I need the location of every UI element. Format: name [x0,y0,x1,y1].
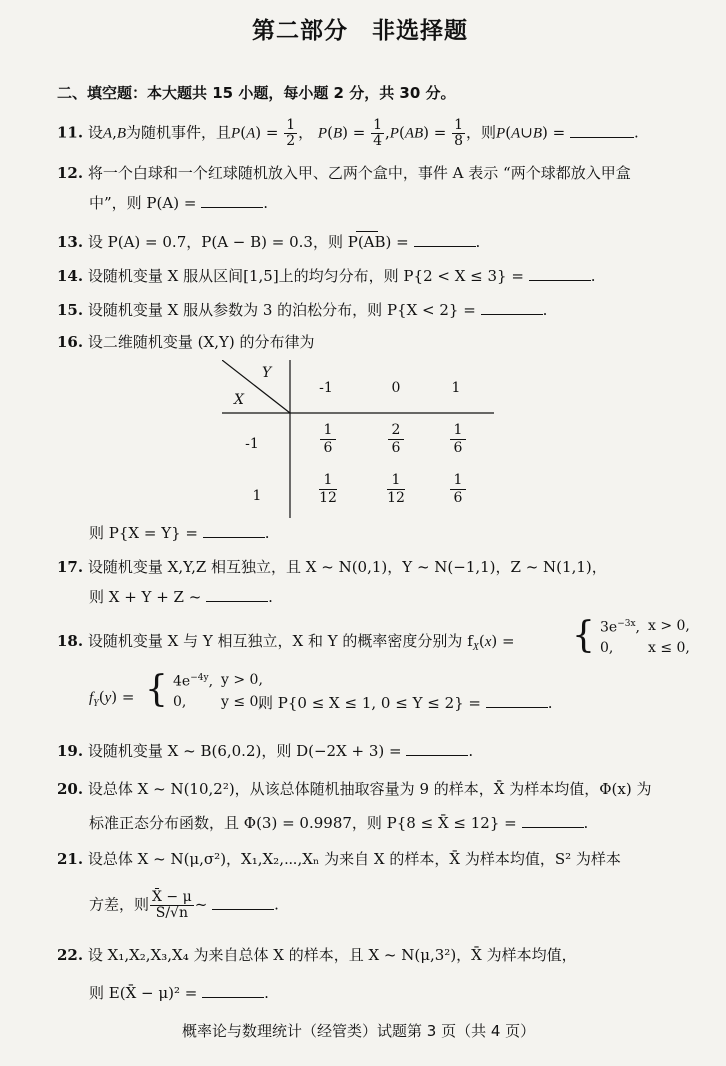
question-text: 设二维随机变量 (X,Y) 的分布律为 [87,333,315,351]
question-text: 设随机变量 X ~ B(6,0.2)，则 D(−2X + 3) = [87,742,402,760]
distribution-table [222,360,494,520]
stat-numerator: X̄ − μ [152,889,192,905]
question-17-line2: 则 X + Y + Z ~ . [89,588,273,606]
question-text: 设随机变量 X 服从参数为 3 的泊松分布，则 P{X < 2} = [87,301,476,319]
question-text-line2: 中”，则 P(A) = [89,194,197,212]
question-18-line2: $f_Y(y)$ = [89,688,135,709]
answer-blank[interactable] [206,587,268,602]
question-14: 14. 设随机变量 X 服从区间[1,5]上的均匀分布，则 P{2 < X ≤ 3} = . [57,267,596,285]
question-number: 17. [57,558,84,576]
question-text-post: ~ [194,895,208,914]
question-number: 11. [57,123,84,142]
fx-cases: { $3e^{-3x}$, x > 0, 0, x ≤ 0, [572,614,690,656]
question-11: 11. 设A,B为随机事件，且P(A) = $\frac{1}{2}$ ， P(B) = $\frac{1}{4}$ ,P(AB) = $\frac{1}{8}$ ，则P(A∪B) = . [57,117,639,149]
question-text-line2: 则 X + Y + Z ~ [89,588,202,606]
table-cell-prob: $\frac{1}{6}$ [314,422,342,457]
question-16 [57,331,314,353]
question-text-line1: 将一个白球和一个红球随机放入甲、乙两个盒中，事件 A 表示 “两个球都放入甲盒 [87,164,631,182]
question-text-line2: 标准正态分布函数，且 Φ(3) = 0.9987，则 P{8 ≤ X̄ ≤ 12} = [89,814,517,832]
question-19: 19. 设随机变量 X ~ B(6,0.2)，则 D(−2X + 3) = . [57,742,474,760]
pab-denominator: 8 [454,133,464,149]
question-number: 18. [57,632,84,650]
question-20-line2: 标准正态分布函数，且 Φ(3) = 0.9987，则 P{8 ≤ X̄ ≤ 12} = . [89,814,589,832]
answer-blank[interactable] [529,266,591,281]
question-ask: 则 P{0 ≤ X ≤ 1, 0 ≤ Y ≤ 2} = [258,694,481,712]
question-text-line1: 设随机变量 X,Y,Z 相互独立，且 X ~ N(0,1)，Y ~ N(−1,1)，Z ~ N(1,1)， [87,558,607,576]
question-number: 20. [57,780,84,798]
question-text-pre: 方差，则 [89,895,150,914]
question-number: 13. [57,233,84,251]
question-number: 16. [57,333,84,351]
table-cell-prob: $\frac{1}{6}$ [444,422,472,457]
question-text-line1: 设随机变量 X 与 Y 相互独立，X 和 Y 的概率密度分别为 f [87,632,473,650]
answer-blank[interactable] [201,193,263,208]
pa-numerator: 1 [286,117,296,133]
question-text: 设随机变量 X 服从区间[1,5]上的均匀分布，则 P{2 < X ≤ 3} = [87,267,524,285]
answer-blank[interactable] [202,983,264,998]
pb-numerator: 1 [373,117,382,133]
table-cell-prob: $\frac{1}{6}$ [444,472,472,507]
row-value: 1 [252,488,262,504]
answer-blank[interactable] [212,895,274,910]
question-ask: 则 P{X = Y} = [89,524,198,542]
answer-blank[interactable] [203,523,265,538]
question-21-line2: 方差，则 $\frac{X̄ - \mu}{S/√n}$ ~ . [89,889,279,921]
brace: { [145,668,168,710]
pab-numerator: 1 [454,117,464,133]
answer-blank[interactable] [406,741,468,756]
section-header: 二、填空题：本大题共 15 小题，每小题 2 分，共 30 分。 [57,84,456,102]
fy-cases: { $4e^{-4y}$, y > 0, 0, y ≤ 0, [145,668,263,710]
answer-blank[interactable] [486,693,548,708]
question-number: 14. [57,267,84,285]
question-15: 15. 设随机变量 X 服从参数为 3 的泊松分布，则 P{X < 2} = . [57,301,548,319]
header-x: X [234,392,244,408]
question-number: 19. [57,742,84,760]
stat-denominator: S/√n [155,905,188,921]
question-text: 设 P(A) = 0.7，P(A − B) = 0.3，则 P(AB) = [87,233,409,251]
question-18-ask: 则 P{0 ≤ X ≤ 1, 0 ≤ Y ≤ 2} = . [258,694,553,712]
question-12 [57,162,631,184]
question-22-line2: 则 E(X̄ − μ)² = . [89,984,269,1002]
col-value: -1 [319,380,333,396]
page-title: 第二部分 非选择题 [252,18,468,44]
question-text-line1: 设总体 X ~ N(10,2²)，从该总体随机抽取容量为 9 的样本，X̄ 为样本均值，Φ(x) 为 [87,780,652,798]
question-18: 18. 设随机变量 X 与 Y 相互独立，X 和 Y 的概率密度分别为 $f_X(x)$ = [57,632,515,653]
question-12-line2: 中”，则 P(A) = . [89,194,268,212]
page-footer: 概率论与数理统计（经管类）试题第 3 页（共 4 页） [182,1022,536,1040]
question-number: 22. [57,946,84,964]
pb-denominator: 4 [373,133,382,149]
answer-blank[interactable] [522,813,584,828]
table-cell-prob: $\frac{1}{12}$ [387,472,405,506]
question-text-line1: 设 X₁,X₂,X₃,X₄ 为来自总体 X 的样本，且 X ~ N(μ,3²)，X̄ 为样本均值， [87,946,577,964]
question-22 [57,944,577,966]
col-value: 0 [391,380,401,396]
question-17 [57,556,607,578]
question-20 [57,778,651,800]
header-y: Y [262,365,272,381]
row-value: -1 [245,436,259,452]
question-number: 15. [57,301,84,319]
answer-blank[interactable] [570,123,634,138]
brace: { [572,614,595,656]
answer-blank[interactable] [481,300,543,315]
answer-blank[interactable] [414,232,476,247]
table-cell-prob: $\frac{1}{12}$ [319,472,337,506]
overline-mark [356,231,378,232]
pa-denominator: 2 [286,133,296,149]
table-cell-prob: $\frac{2}{6}$ [382,422,410,457]
question-number: 12. [57,164,84,182]
question-text-line1: 设总体 X ~ N(μ,σ²)，X₁,X₂,⋯,Xₙ 为来自 X 的样本，X̄ 为样本均值，S² 为样本 [87,850,621,868]
question-text-line2: 则 E(X̄ − μ)² = [89,984,198,1002]
question-13: 13. 设 P(A) = 0.7，P(A − B) = 0.3，则 P(AB) = . [57,233,481,251]
question-number: 21. [57,850,84,868]
col-value: 1 [451,380,461,396]
question-21 [57,848,621,870]
question-16-ask: 则 P{X = Y} = . [89,524,270,542]
